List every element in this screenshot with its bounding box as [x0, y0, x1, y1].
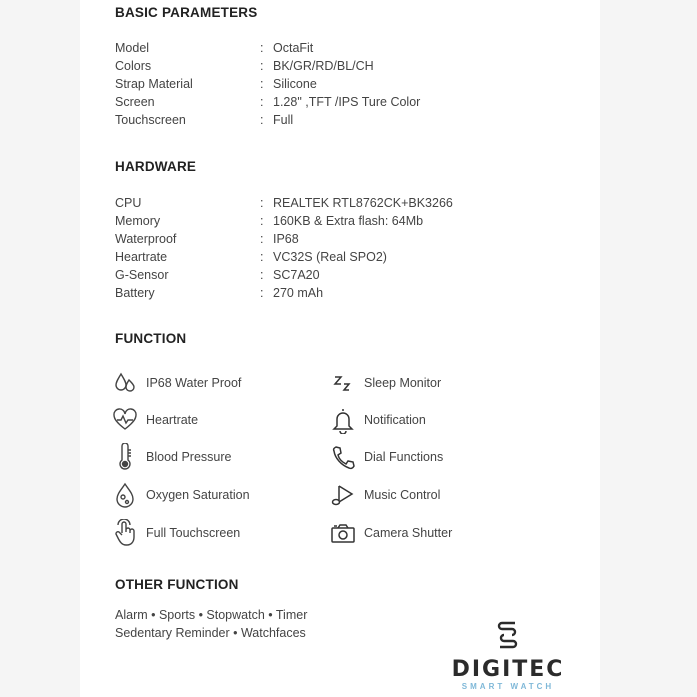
param-value: 270 mAh — [273, 286, 324, 300]
function-item-notification — [330, 405, 426, 435]
function-label: IP68 Water Proof — [146, 376, 242, 390]
function-item-full-touchscreen — [112, 518, 240, 548]
param-separator: : — [260, 232, 264, 246]
param-label: Waterproof — [115, 232, 177, 246]
function-label: Sleep Monitor — [364, 376, 442, 390]
function-item-sleep-monitor — [330, 368, 441, 398]
function-title: FUNCTION — [115, 331, 187, 346]
basic-parameters-title: BASIC PARAMETERS — [115, 5, 258, 20]
function-label: Oxygen Saturation — [146, 488, 250, 502]
param-value: VC32S (Real SPO2) — [273, 250, 387, 264]
hardware-title: HARDWARE — [115, 159, 197, 174]
function-item-camera-shutter — [330, 518, 452, 548]
param-value: REALTEK RTL8762CK+BK3266 — [273, 196, 453, 210]
param-separator: : — [260, 59, 264, 73]
sleep-icon — [330, 370, 356, 396]
param-value: IP68 — [273, 232, 299, 246]
param-separator: : — [260, 77, 264, 91]
phone-icon — [330, 444, 356, 470]
param-separator: : — [260, 196, 264, 210]
param-separator: : — [260, 268, 264, 282]
oxygen-drop-icon — [112, 482, 138, 508]
camera-icon — [330, 520, 356, 546]
brand-name: DIGITEC — [451, 657, 565, 682]
function-label: Full Touchscreen — [146, 526, 241, 540]
param-separator: : — [260, 113, 264, 127]
param-label: Battery — [115, 286, 155, 300]
param-label: Colors — [115, 59, 152, 73]
bell-icon — [330, 407, 356, 433]
function-item-blood-pressure — [112, 442, 231, 472]
function-item-oxygen-saturation — [112, 480, 250, 510]
other-function-title: OTHER FUNCTION — [115, 577, 239, 592]
brand-logo-icon — [495, 620, 521, 650]
function-label: Notification — [364, 413, 426, 427]
touch-hand-icon — [112, 520, 138, 546]
water-drop-icon — [112, 370, 138, 396]
music-icon — [330, 482, 356, 508]
param-separator: : — [260, 250, 264, 264]
other-function-line-1: Alarm • Sports • Stopwatch • Timer — [115, 608, 308, 622]
function-item-music-control — [330, 480, 440, 510]
param-label: Strap Material — [115, 77, 193, 91]
param-separator: : — [260, 95, 264, 109]
param-label: CPU — [115, 196, 142, 210]
param-value: Full — [273, 113, 294, 127]
param-label: Memory — [115, 214, 161, 228]
param-label: Heartrate — [115, 250, 168, 264]
param-value: 1.28" ,TFT /IPS Ture Color — [273, 95, 421, 109]
param-value: 160KB & Extra flash: 64Mb — [273, 214, 424, 228]
function-item-heartrate — [112, 405, 198, 435]
function-label: Heartrate — [146, 413, 199, 427]
function-item-dial-functions — [330, 442, 443, 472]
param-separator: : — [260, 214, 264, 228]
brand-tagline: SMART WATCH — [461, 682, 555, 691]
function-label: Dial Functions — [364, 450, 444, 464]
other-function-line-2: Sedentary Reminder • Watchfaces — [115, 626, 306, 640]
heartrate-icon — [112, 407, 138, 433]
param-label: G-Sensor — [115, 268, 169, 282]
param-label: Model — [115, 41, 150, 55]
param-value: SC7A20 — [273, 268, 320, 282]
param-separator: : — [260, 286, 264, 300]
param-label: Touchscreen — [115, 113, 186, 127]
function-label: Blood Pressure — [146, 450, 232, 464]
param-value: BK/GR/RD/BL/CH — [273, 59, 374, 73]
function-item-water-proof — [112, 368, 241, 398]
param-separator: : — [260, 41, 264, 55]
param-label: Screen — [115, 95, 155, 109]
param-value: Silicone — [273, 77, 317, 91]
param-value: OctaFit — [273, 41, 314, 55]
brand-logo — [438, 620, 578, 691]
function-label: Camera Shutter — [364, 526, 453, 540]
function-label: Music Control — [364, 488, 441, 502]
thermometer-icon — [112, 444, 138, 470]
